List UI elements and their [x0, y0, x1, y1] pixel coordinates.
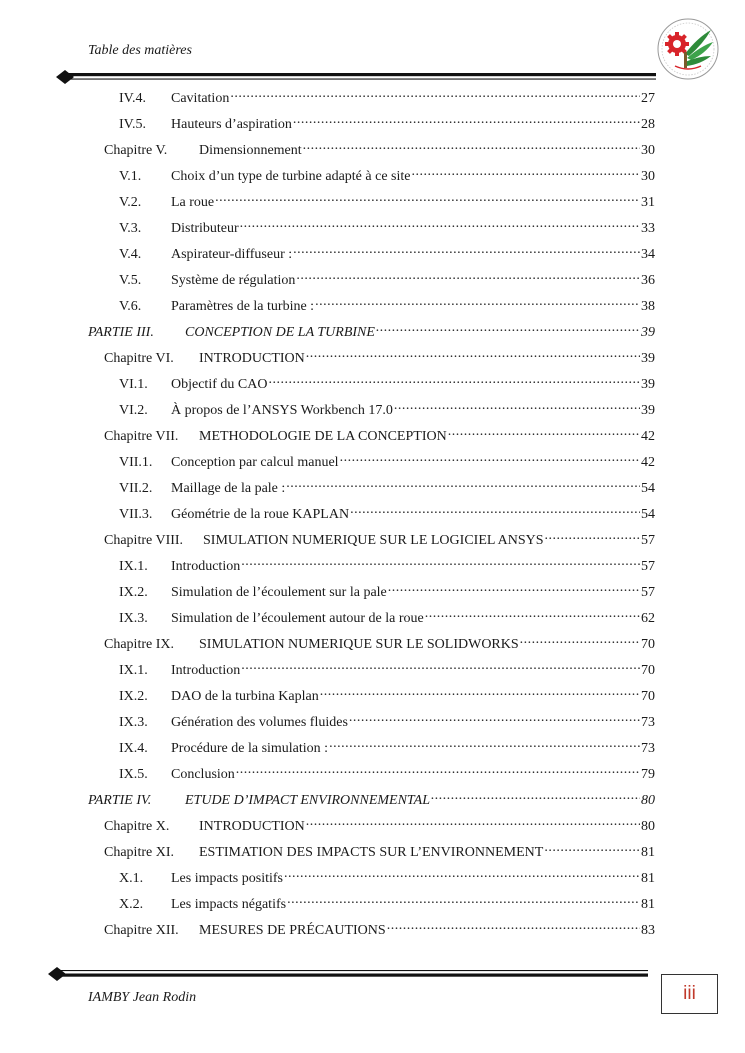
toc-entry-number: VII.1.	[119, 455, 153, 470]
toc-entry-page: 81	[641, 897, 655, 912]
toc-entry[interactable]	[119, 270, 655, 290]
toc-entry-number: Chapitre V.	[104, 143, 168, 158]
toc-entry-title: Introduction	[171, 663, 241, 678]
toc-entry[interactable]	[119, 660, 655, 680]
toc-entry-number: IX.3.	[119, 611, 148, 626]
toc-entry-title: Procédure de la simulation :	[171, 741, 329, 756]
toc-dot-leader	[545, 532, 640, 546]
toc-entry-title: Objectif du CAO	[171, 377, 268, 392]
toc-entry-number: V.4.	[119, 247, 142, 262]
toc-dot-leader	[306, 350, 640, 364]
toc-entry-number: VII.2.	[119, 481, 153, 496]
toc-entry-page: 34	[641, 247, 655, 262]
toc-entry-number: Chapitre VII.	[104, 429, 179, 444]
toc-dot-leader	[431, 792, 640, 806]
toc-entry-title: Simulation de l’écoulement autour de la roue	[171, 611, 424, 626]
toc-entry[interactable]	[119, 738, 655, 758]
toc-entry-number: IX.2.	[119, 689, 148, 704]
toc-entry-title: Cavitation	[171, 91, 230, 106]
toc-entry[interactable]	[119, 556, 655, 576]
footer-rule	[48, 965, 648, 983]
toc-entry-page: 73	[641, 741, 655, 756]
toc-entry[interactable]	[119, 686, 655, 706]
toc-entry-number: VI.1.	[119, 377, 148, 392]
toc-entry-number: V.3.	[119, 221, 142, 236]
toc-entry-page: 79	[641, 767, 655, 782]
toc-dot-leader	[350, 506, 640, 520]
toc-dot-leader	[286, 480, 640, 494]
toc-entry-number: V.2.	[119, 195, 142, 210]
toc-dot-leader	[284, 870, 640, 884]
toc-entry[interactable]	[119, 764, 655, 784]
toc-entry-page: 39	[641, 351, 655, 366]
toc-entry-number: IX.5.	[119, 767, 148, 782]
toc-entry-title: Hauteurs d’aspiration	[171, 117, 292, 132]
toc-dot-leader	[306, 818, 640, 832]
toc-dot-leader	[230, 90, 640, 104]
toc-entry-title: MESURES DE PRÉCAUTIONS	[199, 923, 386, 938]
toc-entry-title: SIMULATION NUMERIQUE SUR LE SOLIDWORKS	[199, 637, 519, 652]
toc-entry-number: VI.2.	[119, 403, 148, 418]
toc-dot-leader	[268, 376, 640, 390]
toc-dot-leader	[241, 558, 640, 572]
toc-dot-leader	[241, 662, 640, 676]
toc-entry[interactable]	[104, 816, 655, 836]
toc-entry[interactable]	[104, 140, 655, 160]
toc-entry-page: 36	[641, 273, 655, 288]
toc-dot-leader	[296, 272, 640, 286]
toc-entry-number: V.5.	[119, 273, 142, 288]
toc-entry-number: IX.2.	[119, 585, 148, 600]
toc-entry-page: 39	[641, 325, 655, 340]
toc-dot-leader	[240, 220, 640, 234]
toc-entry-title: Système de régulation	[171, 273, 296, 288]
toc-entry-page: 27	[641, 91, 655, 106]
toc-dot-leader	[340, 454, 640, 468]
toc-entry[interactable]	[119, 868, 655, 888]
toc-entry-number: IX.4.	[119, 741, 148, 756]
toc-entry-number: IX.1.	[119, 559, 148, 574]
toc-entry-number: Chapitre VIII.	[104, 533, 184, 548]
header-rule	[56, 68, 656, 86]
toc-entry-number: IV.5.	[119, 117, 146, 132]
toc-entry-page: 81	[641, 845, 655, 860]
toc-dot-leader	[388, 584, 640, 598]
toc-dot-leader	[425, 610, 640, 624]
toc-entry-title: Les impacts négatifs	[171, 897, 287, 912]
toc-dot-leader	[303, 142, 640, 156]
toc-entry-title: Paramètres de la turbine :	[171, 299, 315, 314]
toc-entry-title: Distributeur	[171, 221, 239, 236]
page-number: iii	[661, 974, 718, 1014]
toc-entry-page: 70	[641, 663, 655, 678]
toc-entry[interactable]	[119, 114, 655, 134]
toc-entry-page: 28	[641, 117, 655, 132]
toc-entry-number: VII.3.	[119, 507, 153, 522]
toc-entry[interactable]	[119, 478, 655, 498]
toc-dot-leader	[236, 766, 640, 780]
toc-entry-number: V.1.	[119, 169, 142, 184]
toc-entry-number: X.1.	[119, 871, 144, 886]
toc-entry[interactable]	[88, 790, 655, 810]
toc-entry-page: 70	[641, 689, 655, 704]
toc-entry-page: 42	[641, 429, 655, 444]
toc-entry-title: CONCEPTION DE LA TURBINE	[185, 325, 375, 340]
toc-entry-number: V.6.	[119, 299, 142, 314]
toc-entry-page: 73	[641, 715, 655, 730]
toc-entry[interactable]	[104, 530, 655, 550]
toc-dot-leader	[411, 168, 640, 182]
toc-dot-leader	[329, 740, 640, 754]
toc-entry-title: Géométrie de la roue KAPLAN	[171, 507, 350, 522]
toc-entry-page: 57	[641, 559, 655, 574]
toc-entry-number: Chapitre XII.	[104, 923, 179, 938]
university-logo-icon	[655, 16, 721, 82]
toc-entry-title: INTRODUCTION	[199, 351, 305, 366]
toc-entry[interactable]	[119, 244, 655, 264]
toc-entry-title: Conception par calcul manuel	[171, 455, 339, 470]
header-title: Table des matières	[88, 43, 192, 58]
toc-dot-leader	[293, 116, 640, 130]
toc-entry[interactable]	[119, 192, 655, 212]
toc-entry-number: IX.1.	[119, 663, 148, 678]
toc-entry-title: Les impacts positifs	[171, 871, 283, 886]
toc-entry-page: 39	[641, 403, 655, 418]
toc-entry-number: Chapitre VI.	[104, 351, 174, 366]
toc-entry[interactable]	[119, 88, 655, 108]
toc-entry-page: 31	[641, 195, 655, 210]
toc-entry-page: 81	[641, 871, 655, 886]
toc-entry-page: 57	[641, 533, 655, 548]
toc-entry[interactable]	[119, 296, 655, 316]
toc-entry-title: INTRODUCTION	[199, 819, 305, 834]
toc-entry[interactable]	[119, 504, 655, 524]
toc-entry-page: 54	[641, 507, 655, 522]
toc-entry-page: 62	[641, 611, 655, 626]
toc-dot-leader	[394, 402, 640, 416]
toc-entry-title: La roue	[171, 195, 215, 210]
toc-entry[interactable]	[119, 894, 655, 914]
toc-entry[interactable]	[88, 322, 655, 342]
toc-entry[interactable]	[119, 582, 655, 602]
toc-entry-page: 80	[641, 793, 655, 808]
toc-dot-leader	[520, 636, 640, 650]
toc-entry-page: 42	[641, 455, 655, 470]
toc-entry-number: Chapitre IX.	[104, 637, 174, 652]
toc-entry-title: DAO de la turbina Kaplan	[171, 689, 319, 704]
toc-entry-page: 33	[641, 221, 655, 236]
toc-entry-number: IX.3.	[119, 715, 148, 730]
toc-entry-page: 54	[641, 481, 655, 496]
toc-entry-title: SIMULATION NUMERIQUE SUR LE LOGICIEL ANSYS	[203, 533, 544, 548]
toc-entry-page: 30	[641, 169, 655, 184]
toc-entry-number: X.2.	[119, 897, 144, 912]
toc-dot-leader	[376, 324, 640, 338]
toc-entry[interactable]	[119, 400, 655, 420]
toc-entry-number: IV.4.	[119, 91, 146, 106]
toc-entry-number: Chapitre X.	[104, 819, 170, 834]
toc-dot-leader	[293, 246, 640, 260]
toc-entry-page: 39	[641, 377, 655, 392]
toc-entry[interactable]	[104, 426, 655, 446]
toc-entry[interactable]	[119, 608, 655, 628]
toc-entry[interactable]	[119, 452, 655, 472]
toc-entry[interactable]	[119, 218, 655, 238]
toc-entry-title: Aspirateur-diffuseur :	[171, 247, 293, 262]
toc-entry-number: Chapitre XI.	[104, 845, 174, 860]
toc-entry-title: Simulation de l’écoulement sur la pale	[171, 585, 387, 600]
toc-entry[interactable]	[104, 634, 655, 654]
toc-entry-title: ESTIMATION DES IMPACTS SUR L’ENVIRONNEMENT	[199, 845, 544, 860]
toc-entry-title: Dimensionnement	[199, 143, 302, 158]
toc-entry[interactable]	[119, 712, 655, 732]
toc-entry-page: 80	[641, 819, 655, 834]
toc-entry[interactable]	[104, 920, 655, 940]
toc-entry-title: Choix d’un type de turbine adapté à ce site	[171, 169, 411, 184]
toc-entry-number: PARTIE IV.	[88, 793, 152, 808]
toc-dot-leader	[215, 194, 640, 208]
toc-entry-number: PARTIE III.	[88, 325, 154, 340]
toc-entry-title: ETUDE D’IMPACT ENVIRONNEMENTAL	[185, 793, 431, 808]
toc-dot-leader	[387, 922, 640, 936]
toc-dot-leader	[349, 714, 640, 728]
toc-entry-page: 83	[641, 923, 655, 938]
footer-author: IAMBY Jean Rodin	[88, 990, 197, 1005]
toc-entry-page: 57	[641, 585, 655, 600]
toc-entry-title: METHODOLOGIE DE LA CONCEPTION	[199, 429, 447, 444]
toc-dot-leader	[320, 688, 640, 702]
toc-entry-title: Introduction	[171, 559, 241, 574]
toc-dot-leader	[315, 298, 640, 312]
toc-entry[interactable]	[104, 348, 655, 368]
toc-entry[interactable]	[119, 166, 655, 186]
toc-dot-leader	[544, 844, 640, 858]
toc-entry-page: 70	[641, 637, 655, 652]
toc-entry[interactable]	[119, 374, 655, 394]
toc-entry-title: Conclusion	[171, 767, 235, 782]
toc-dot-leader	[287, 896, 640, 910]
toc-entry-title: À propos de l’ANSYS Workbench 17.0	[171, 403, 393, 418]
toc-entry[interactable]	[104, 842, 655, 862]
toc-entry-page: 38	[641, 299, 655, 314]
toc-entry-page: 30	[641, 143, 655, 158]
toc-dot-leader	[448, 428, 640, 442]
toc-entry-title: Génération des volumes fluides	[171, 715, 348, 730]
toc-entry-title: Maillage de la pale :	[171, 481, 286, 496]
